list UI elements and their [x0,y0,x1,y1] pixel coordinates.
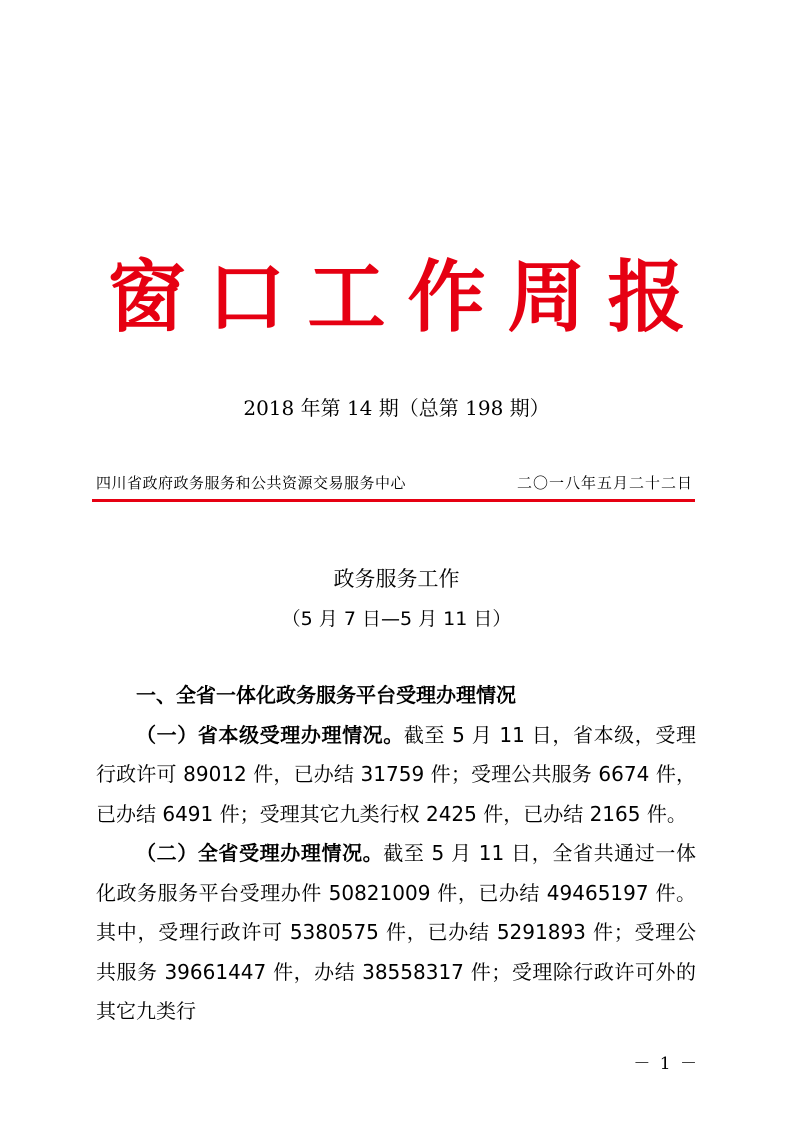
heading-level-1: 一、全省一体化政务服务平台受理办理情况 [136,683,516,707]
masthead-title: 窗口工作周报 [107,253,708,343]
paragraph-text: 截至 5 月 11 日，全省共通过一体化政务服务平台受理办件 50821009 件，已办结 49465197 件。其中，受理行政许可 5380575 件，已办结 5291893 件；受理公共服务 39661447 件，办结 38558317 件；受理除行政许可外的其它九类行 [96,841,697,1023]
paragraph-label: （二）全省受理办理情况。 [136,841,384,865]
page-number: － 1 － [633,1054,699,1074]
document-body [96,676,696,1032]
paragraph-provincial-level [96,716,696,835]
section-date-range: （5 月 7 日—5 月 11 日） [281,608,512,630]
issue-number: 2018 年第 14 期（总第 198 期） [243,396,550,420]
paragraph-label: （一）省本级受理办理情况。 [136,722,404,747]
red-divider-rule [92,499,695,502]
paragraph-text: 截至 5 月 11 日，省本级，受理行政许可 89012 件，已办结 31759 件；受理公共服务 6674 件，已办结 6491 件；受理其它九类行权 2425 件，已办结 2165 件。 [96,722,697,826]
publish-date: 二〇一八年五月二十二日 [516,474,693,492]
section-title: 政务服务工作 [333,567,460,591]
paragraph-province-wide [96,834,696,1032]
issuing-organization: 四川省政府政务服务和公共资源交易服务中心 [96,474,407,492]
